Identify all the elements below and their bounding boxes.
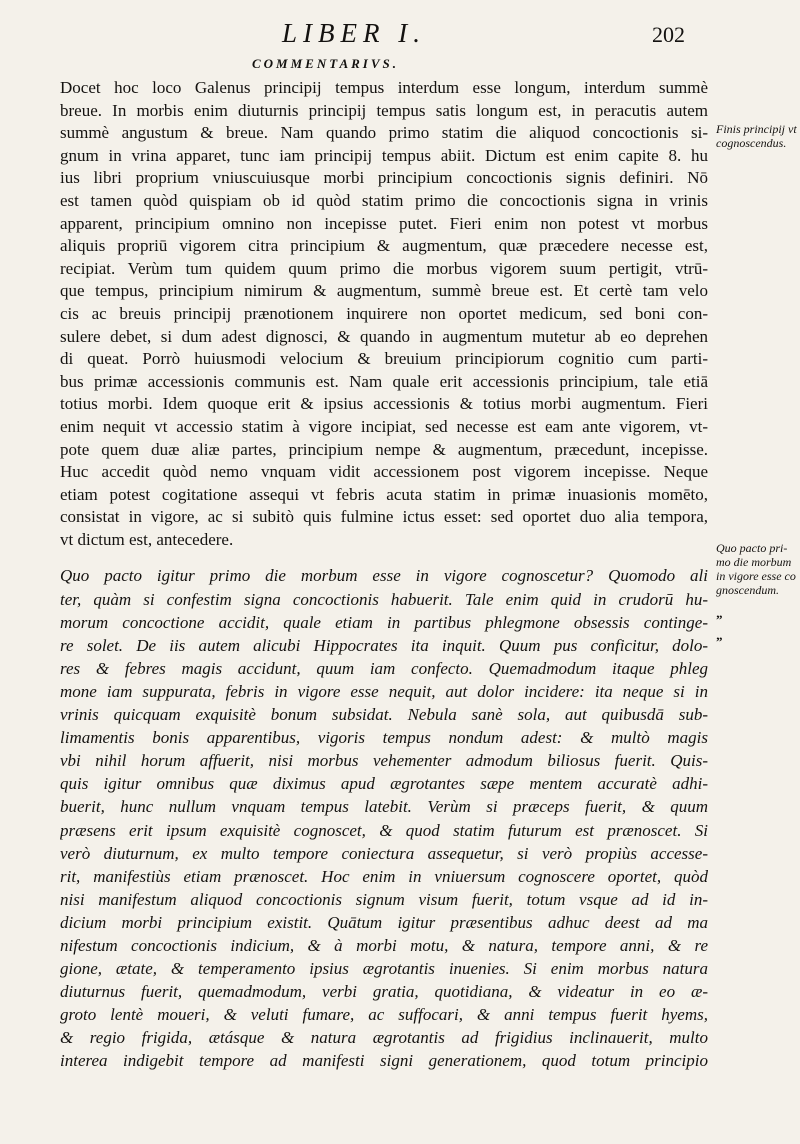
text-line: recipiat. Verùm tum quidem quum primo die morbus vigorem suum pertigit, vtrū-: [60, 258, 708, 278]
text-line: totius morbi. Idem quoque erit & ipsius accessionis & totius morbi augmentum. Fieri: [60, 394, 708, 414]
text-line: aliquis propriū vigorem citra principium & augmentum, quæ præcedere necesse est,: [60, 236, 708, 256]
text-line: Quo pacto igitur primo die morbum esse in vigore cognoscetur? Quomodo ali: [60, 566, 708, 586]
text-line: que tempus, principium nimirum & augmentum, summè breue est. Et certè tam velo: [60, 281, 708, 301]
margin-note-quo-pacto: [716, 541, 800, 597]
text-line: quis igitur omnibus quæ diximus apud ægrotantes sæpe mentem accuratè adhi-: [60, 774, 708, 794]
text-line: diuturnus fuerit, quemadmodum, verbi gratia, quotidiana, & videatur in eo æ-: [60, 982, 708, 1002]
margin-note-finis: [716, 122, 800, 150]
text-line: limamentis bonis apparentibus, vigoris tempus nondum adest: & multò magis: [60, 728, 708, 748]
text-line: verò diuturnum, ex multo tempore coniectura assequetur, si verò propiùs accesse-: [60, 843, 708, 863]
margin-note-line: gnoscendum.: [716, 583, 779, 597]
text-line: breue. In morbis enim diuturnis principij tempus satis longum est, in peracutis autem: [60, 100, 708, 120]
paragraph-question: [60, 564, 708, 1072]
main-text-column: [60, 77, 708, 1073]
margin-note-line: Quo pacto pri-: [716, 541, 788, 555]
text-line: groto lentè moueri, & veluti fumare, ac suffocari, & anni tempus fuerit hyems,: [60, 1005, 708, 1025]
paragraph-commentary: [60, 77, 708, 551]
text-line: Huc accedit quòd nemo vnquam vidit accessionem post vigorem incepisse. Neque: [60, 462, 708, 482]
text-line: & regio frigida, ætásque & natura ægrotantis ad frigidius inclinauerit, multo: [60, 1028, 708, 1048]
text-line: nisi manifestum aliquod concoctionis signum visum fuerit, totum vsque ad id in-: [60, 889, 708, 909]
text-line: nifestum concoctionis indicium, & à morbi motu, & natura, tempore anni, & re: [60, 935, 708, 955]
text-line: consistat in vigore, ac si subitò quis fulmine ictus esset: sed oportet duo alia tempora,: [60, 507, 708, 527]
margin-note-line: mo die morbum: [716, 555, 792, 569]
text-line: pote quem duæ aliæ partes, principium nempe & augmentum, præcedunt, incepisse.: [60, 439, 708, 459]
margin-note-line: Finis principij vt: [716, 122, 797, 136]
text-line: res & febres magis accidunt, quum iam confecto. Quemadmodum itaque phleg: [60, 658, 708, 678]
text-line: præsens erit ipsum exquisitè cognoscet, & quod statim futurum est prænoscet. Si: [60, 820, 708, 840]
quotation-mark: ”: [716, 612, 723, 627]
text-line: ter, quàm si confestim signa concoctionis habuerit. Tale enim quid in crudorū hu-: [60, 589, 708, 609]
text-line: Docet hoc loco Galenus principij tempus interdum esse longum, interdum summè: [60, 78, 708, 97]
text-line: enim nequit vt accessio statim à vigore incipiat, sed necesse est eam ante vigorem, vt-: [60, 416, 708, 436]
text-line: vt dictum est, antecedere.: [60, 529, 234, 549]
text-line: etiam potest cogitatione assequi vt febris acuta statim in primæ inuasionis momēto,: [60, 484, 708, 504]
margin-note-line: cognoscendus.: [716, 136, 787, 150]
text-line: vbi nihil horum affuerit, nisi morbus vehementer admodum biliosus fuerit. Quis-: [60, 751, 708, 771]
text-line: cis ac breuis principij prænotionem inquirere non oportet medicum, sed boni con-: [60, 303, 708, 323]
text-line: sulere debet, si dum adest dignosci, & quando in augmentum mutetur ab eo deprehen: [60, 326, 708, 346]
margin-note-line: in vigore esse co: [716, 569, 796, 583]
text-line: interea indigebit tempore ad manifesti signi generationem, quod totum principio: [60, 1051, 708, 1071]
text-line: apparent, principium omnino non incepisse putet. Fieri enim non potest vt morbus: [60, 213, 708, 233]
text-line: summè angustum & breue. Nam quando primo statim die aliquod concoctionis si-: [60, 123, 708, 143]
running-title: LIBER I.: [282, 18, 426, 48]
text-line: re solet. De iis autem alicubi Hippocrates ita inquit. Quum pus conficitur, dolo-: [60, 635, 708, 655]
text-line: morum concoctione accidit, quale etiam in partibus phlegmone obsessis continge-: [60, 612, 708, 632]
section-heading: COMMENTARIVS.: [252, 56, 400, 71]
text-line: gnum in vrina apparet, tunc iam principij tempus abiit. Dictum est enim capite 8. hu: [60, 145, 708, 165]
text-line: rit, manifestiùs etiam prænoscet. Hoc enim in vniuersum cognoscere oportet, quòd: [60, 866, 708, 886]
text-line: vrinis quicquam exquisitè bonum subsidat. Nebula sanè sola, aut quibusdā sub-: [60, 705, 708, 725]
text-line: ius libri proprium vniuscuiusque morbi principium concoctionis signis definiri. Nō: [60, 168, 708, 188]
text-line: di queat. Porrò huiusmodi velocium & breuium principiorum cognitio cum parti-: [60, 349, 708, 369]
text-line: dicium morbi principium existit. Quātum igitur præsentibus adhuc deest ad ma: [60, 912, 708, 932]
text-line: mone iam suppurata, febris in vigore esse nequit, aut dolor incidere: ita neque si in: [60, 681, 708, 701]
page-number: 202: [652, 22, 685, 47]
text-line: bus primæ accessionis communis est. Nam quale erit accessionis principium, tale etiā: [60, 371, 708, 391]
text-line: est tamen quòd quispiam ob id quòd statim primo die concoctionis signa in vrinis: [60, 190, 708, 210]
quotation-mark: ”: [716, 634, 723, 649]
text-line: buerit, hunc nullum vnquam tempus latebit. Verùm si præceps fuerit, & quum: [60, 797, 708, 817]
text-line: gione, ætate, & temperamento ipsius ægrotantis inuenies. Si enim morbus natura: [60, 959, 708, 979]
